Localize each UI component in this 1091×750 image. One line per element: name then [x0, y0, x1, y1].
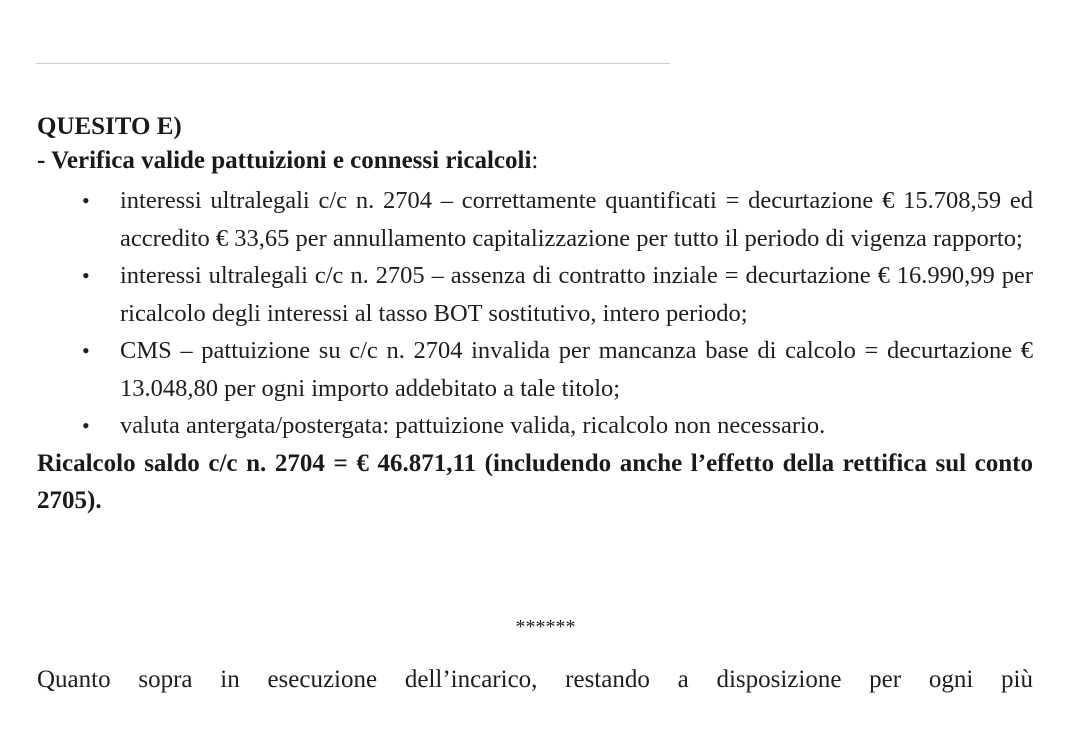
list-item [37, 257, 1033, 332]
bullet-icon: • [82, 338, 90, 363]
list-item [37, 332, 1033, 407]
document-body [37, 110, 1033, 520]
section-heading: QUESITO E) [37, 113, 182, 140]
section-subheading [37, 144, 1033, 178]
subheading-colon: : [531, 147, 539, 174]
findings-list [37, 182, 1033, 445]
bullet-icon: • [82, 413, 90, 438]
top-divider [36, 63, 670, 64]
bullet-icon: • [82, 188, 90, 213]
closing-paragraph: Quanto sopra in esecuzione dell’incarico, restando a disposizione per ogni più [37, 666, 1033, 693]
list-item [37, 407, 1033, 445]
list-item-text: CMS – pattuizione su c/c n. 2704 invalida per mancanza base di calcolo = decurtazione € 13.048,80 per ogni importo addebitato a tale titolo; [120, 337, 1033, 402]
list-item [37, 182, 1033, 257]
list-item-text: interessi ultralegali c/c n. 2705 – assenza di contratto inziale = decurtazione € 16.990,99 per ricalcolo degli interessi al tasso BOT sostitutivo, intero periodo; [120, 262, 1033, 327]
list-item-text: interessi ultralegali c/c n. 2704 – correttamente quantificati = decurtazione € 15.708,59 ed accredito € 33,65 per annullamento capitalizzazione per tutto il periodo di vigenza rapporto; [120, 187, 1033, 252]
bullet-icon: • [82, 263, 90, 288]
recalculated-balance: Ricalcolo saldo c/c n. 2704 = € 46.871,11 (includendo anche l’effetto della rettifica sul conto 2705). [37, 449, 1033, 514]
subheading-text: - Verifica valide pattuizioni e connessi ricalcoli [37, 147, 532, 174]
list-item-text: valuta antergata/postergata: pattuizione valida, ricalcolo non necessario. [120, 412, 826, 439]
section-separator: ****** [515, 616, 576, 638]
